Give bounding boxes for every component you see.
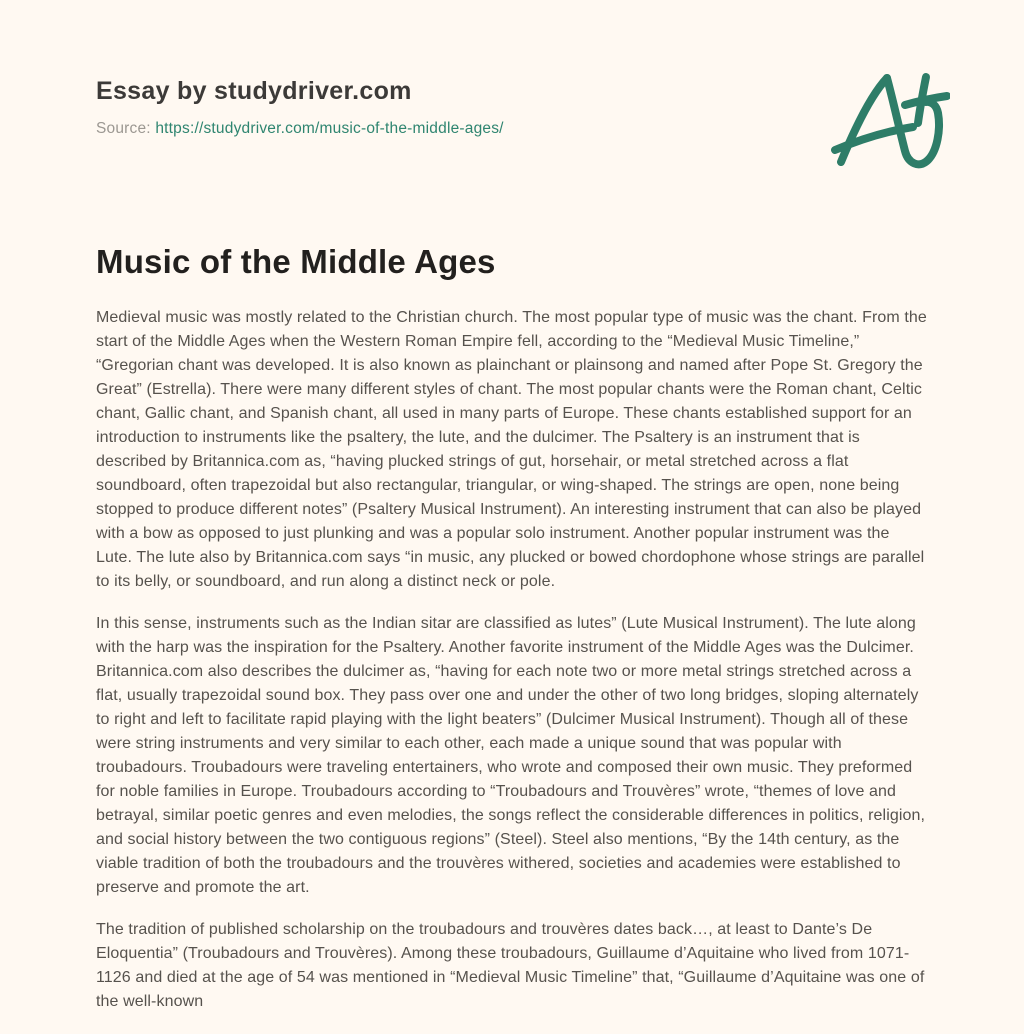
essay-title: Music of the Middle Ages [96,243,496,280]
essay-paragraph-1: Medieval music was mostly related to the Christian church. The most popular type of music was the chant. From the start of the Middle Ages when the Western Roman Empire fell, according to the “Medieval Music Timeline,” “Gregorian chant was developed. It is also known as plainchant or plainsong and named after Pope St. Gregory the Great” (Estrella). There were many different styles of chant. The most popular chants were the Roman chant, Celtic chant, Gallic chant, and Spanish chant, all used in many parts of Europe. These chants established support for an introduction to instruments like the psaltery, the lute, and the dulcimer. The Psaltery is an instrument that is described by Britannica.com as, “having plucked strings of gut, horsehair, or metal stretched across a flat soundboard, often trapezoidal but also rectangular, triangular, or wing-shaped. The strings are open, none being stopped to produce different notes” (Psaltery Musical Instrument). An interesting instrument that can also be played with a bow as opposed to just plunking and was a popular solo instrument. Another popular instrument was the Lute. The lute also by Britannica.com says “in music, any plucked or bowed chordophone whose strings are parallel to its belly, or soundboard, and run along a distinct neck or pole. [96,309,927,590]
source-label: Source: [96,120,151,137]
document-header [96,76,928,138]
source-line [96,120,928,138]
essay-paragraph-3: The tradition of published scholarship on the troubadours and trouvères dates back…, at least to Dante’s De Eloquentia” (Troubadours and Trouvères). Among these troubadours, Guillaume d’Aquitaine who lived from 1071-1126 and died at the age of 54 was mentioned in “Medieval Music Timeline” that, “Guillaume d’Aquitaine was one of the well-known [96,921,925,1010]
a-plus-logo-icon [828,66,950,170]
source-url-link[interactable]: https://studydriver.com/music-of-the-middle-ages/ [155,120,504,137]
page-title: Essay by studydriver.com [96,77,412,105]
essay-paragraph-2: In this sense, instruments such as the Indian sitar are classified as lutes” (Lute Musical Instrument). The lute along with the harp was the inspiration for the Psaltery. Another favorite instrument of the Middle Ages was the Dulcimer. Britannica.com also describes the dulcimer as, “having for each note two or more metal strings stretched across a flat, usually trapezoidal sound box. They pass over one and under the other of two long bridges, sloping alternately to right and left to facilitate rapid playing with the light beaters” (Dulcimer Musical Instrument). Though all of these were string instruments and very similar to each other, each made a unique sound that was popular with troubadours. Troubadours were traveling entertainers, who wrote and composed their own music. They preformed for noble families in Europe. Troubadours according to “Troubadours and Trouvères” wrote, “themes of love and betrayal, similar poetic genres and even melodies, the songs reflect the considerable differences in politics, religion, and social history between the two contiguous regions” (Steel). Steel also mentions, “By the 14th century, as the viable tradition of both the troubadours and the trouvères withered, societies and academies were established to preserve and promote the art. [96,615,926,896]
essay-body [96,306,928,1014]
